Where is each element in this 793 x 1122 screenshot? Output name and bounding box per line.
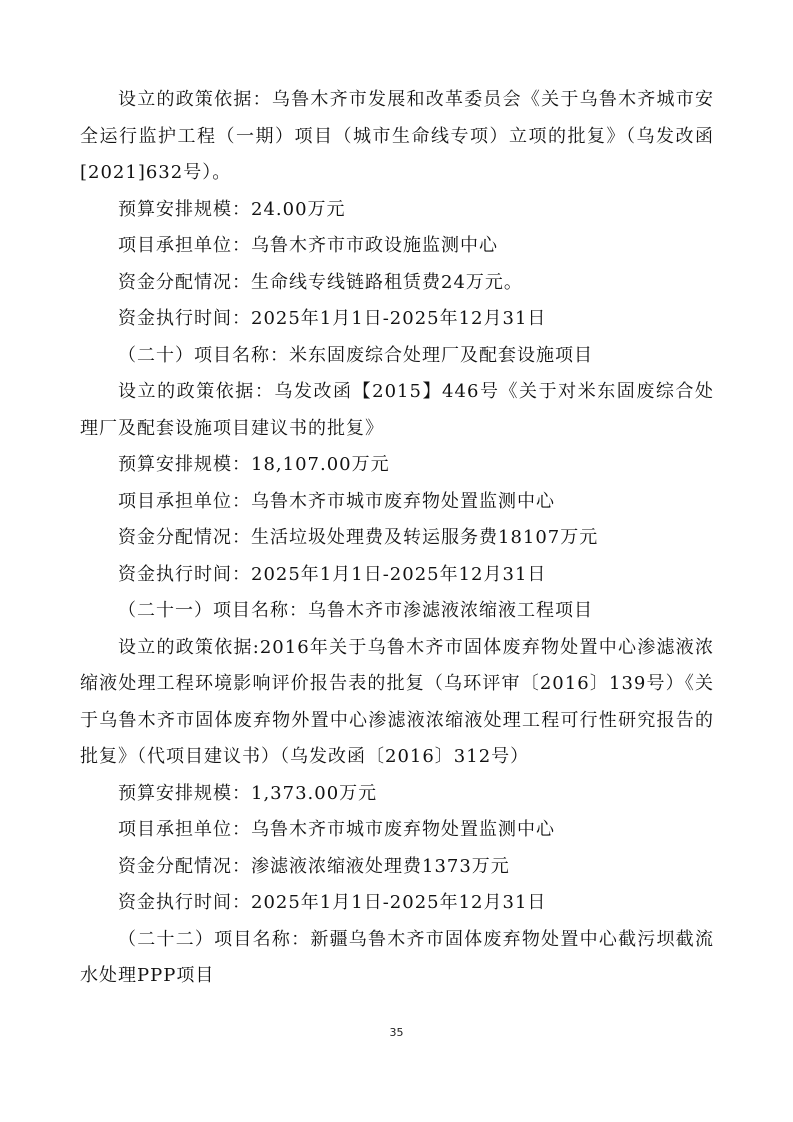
fund-allocation-paragraph: 资金分配情况：渗滤液浓缩液处理费1373万元 bbox=[118, 855, 510, 877]
execution-period-paragraph: 资金执行时间：2025年1月1日-2025年12月31日 bbox=[118, 892, 547, 913]
document-body bbox=[80, 82, 714, 995]
fund-allocation-paragraph: 资金分配情况：生命线专线链路租赁费24万元。 bbox=[118, 271, 523, 293]
project-heading-21: （二十一）项目名称：乌鲁木齐市渗滤液浓缩液工程项目 bbox=[118, 600, 593, 621]
budget-scale-paragraph: 预算安排规模：18,107.00万元 bbox=[118, 454, 390, 475]
budget-scale-paragraph: 预算安排规模：1,373.00万元 bbox=[118, 782, 378, 804]
budget-scale-paragraph: 预算安排规模：24.00万元 bbox=[118, 198, 346, 220]
policy-basis-paragraph: 设立的政策依据：乌鲁木齐市发展和改革委员会《关于乌鲁木齐城市安全运行监护工程（一期）项目（城市生命线专项）立项的批复》（乌发改函[2021]632号）。 bbox=[80, 89, 714, 183]
project-heading-20: （二十）项目名称：米东固废综合处理厂及配套设施项目 bbox=[118, 344, 593, 366]
project-heading-22: （二十二）项目名称：新疆乌鲁木齐市固体废弃物处置中心截污坝截流水处理PPP项目 bbox=[80, 928, 714, 986]
undertaking-unit-paragraph: 项目承担单位：乌鲁木齐市城市废弃物处置监测中心 bbox=[118, 490, 555, 512]
policy-basis-paragraph: 设立的政策依据：乌发改函【2015】446号《关于对米东固废综合处理厂及配套设施项目建议书的批复》 bbox=[80, 381, 714, 439]
undertaking-unit-paragraph: 项目承担单位：乌鲁木齐市城市废弃物处置监测中心 bbox=[118, 819, 555, 840]
policy-basis-paragraph: 设立的政策依据:2016年关于乌鲁木齐市固体废弃物处置中心渗滤液浓缩液处理工程环境影响评价报告表的批复（乌环评审〔2016〕139号）《关于乌鲁木齐市固体废弃物外置中心渗滤液浓缩液处理工程可行性研究报告的批复》（代项目建议书）（乌发改函〔2016〕312号） bbox=[80, 636, 714, 767]
undertaking-unit-paragraph: 项目承担单位：乌鲁木齐市市政设施监测中心 bbox=[118, 235, 498, 256]
execution-period-paragraph: 资金执行时间：2025年1月1日-2025年12月31日 bbox=[118, 308, 547, 329]
fund-allocation-paragraph: 资金分配情况：生活垃圾处理费及转运服务费18107万元 bbox=[118, 527, 599, 548]
page-number: 35 bbox=[389, 1026, 404, 1039]
execution-period-paragraph: 资金执行时间：2025年1月1日-2025年12月31日 bbox=[118, 563, 547, 585]
